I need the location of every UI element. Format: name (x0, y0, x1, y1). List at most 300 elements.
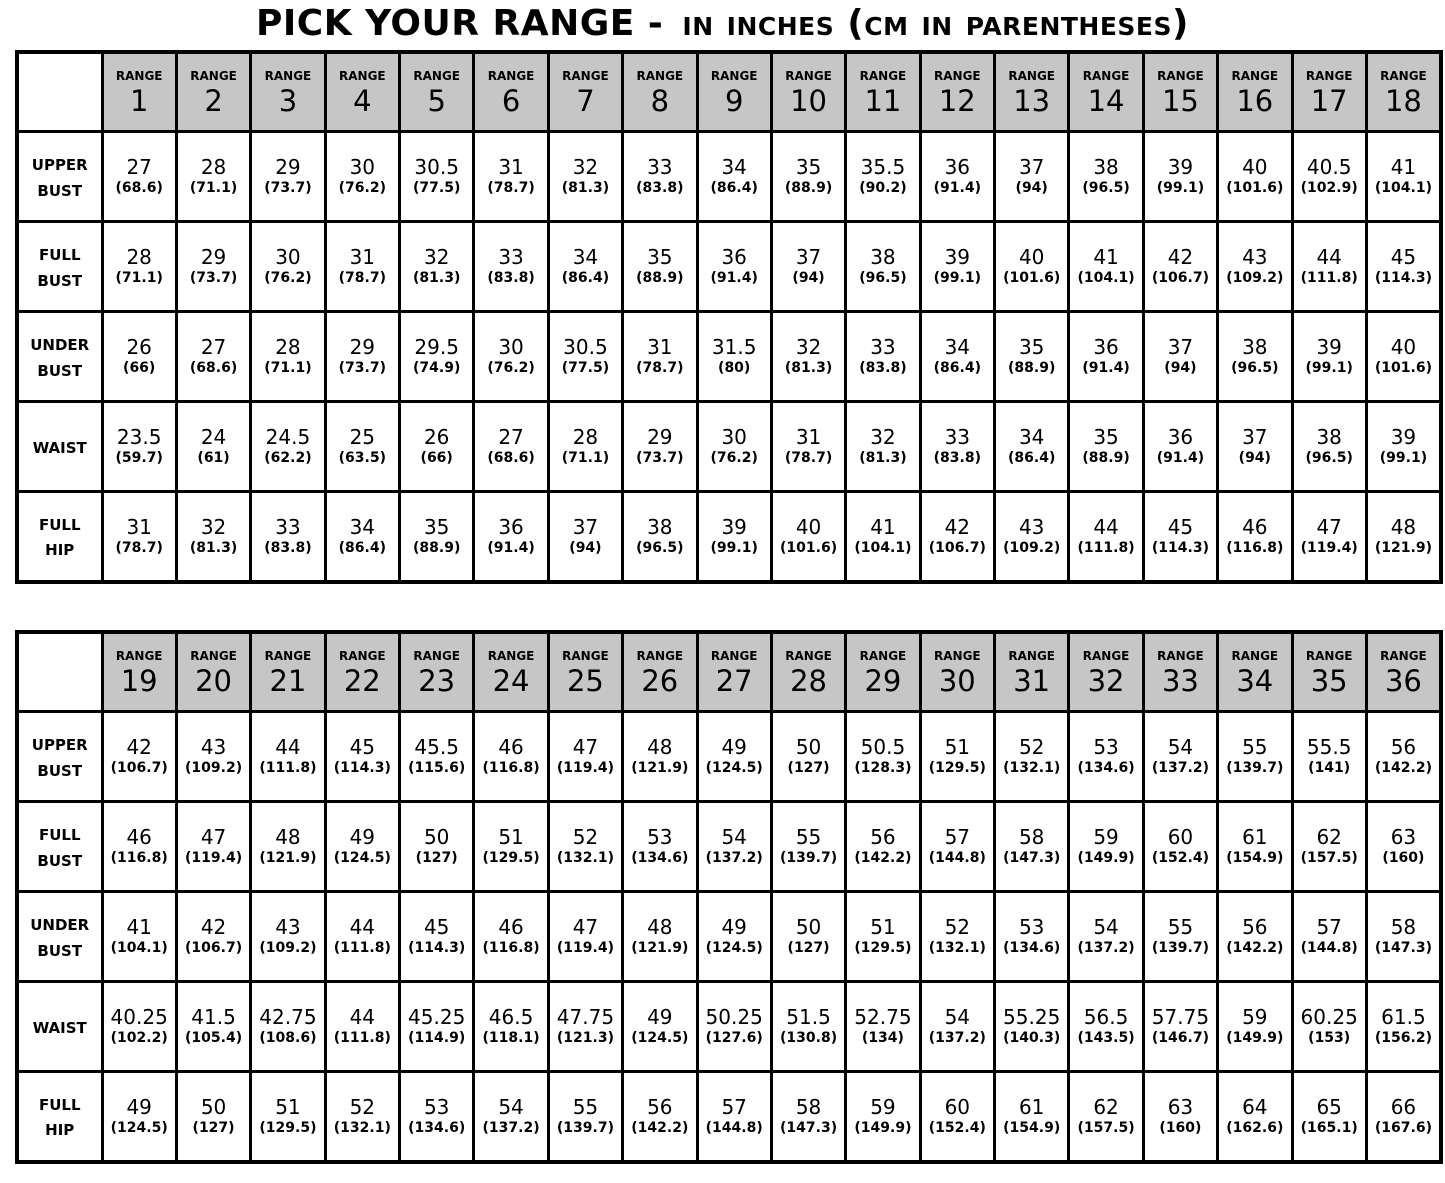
inches-value: 62 (1093, 1095, 1119, 1120)
inches-value: 39 (944, 245, 971, 270)
range-word: range (1008, 644, 1055, 665)
range-header-26 (623, 632, 697, 712)
inches-value: 53 (423, 1095, 450, 1120)
inches-value: 55 (1242, 735, 1268, 760)
inches-value: 49 (126, 1095, 152, 1120)
cm-value: (101.6) (1226, 180, 1284, 197)
size-cell (846, 712, 920, 802)
cm-value: (86.4) (338, 540, 386, 557)
inches-value: 56 (1390, 735, 1417, 760)
cm-value: (140.3) (1003, 1030, 1061, 1047)
inches-value: 50 (795, 915, 822, 940)
range-word: range (636, 64, 684, 85)
row-label-line: upper (31, 731, 88, 756)
size-cell (995, 802, 1069, 892)
cm-value: (101.6) (1003, 270, 1061, 287)
inches-value: 48 (647, 735, 673, 760)
cm-value: (86.4) (1008, 450, 1056, 467)
inches-value: 31 (126, 515, 152, 540)
size-cell (474, 222, 548, 312)
inches-value: 36 (944, 155, 971, 180)
cm-value: (83.8) (264, 540, 312, 557)
inches-value: 53 (1018, 915, 1045, 940)
size-cell (1218, 802, 1292, 892)
cm-value: (114.3) (1374, 270, 1432, 287)
inches-value: 35 (1093, 425, 1119, 450)
size-cell (920, 132, 994, 222)
inches-value: 52 (572, 825, 599, 850)
inches-value: 36 (498, 515, 524, 540)
range-header-35 (1292, 632, 1366, 712)
range-number: 24 (492, 664, 530, 699)
row-label-full-hip (17, 1072, 102, 1162)
size-cell (251, 222, 325, 312)
inches-value: 49 (721, 735, 747, 760)
size-cell (1069, 492, 1143, 582)
range-word: range (190, 64, 237, 85)
size-cell (1218, 1072, 1292, 1162)
cm-value: (59.7) (115, 450, 163, 467)
row-label-upper-bust (17, 712, 102, 802)
size-cell (995, 1072, 1069, 1162)
cm-value: (156.2) (1374, 1030, 1432, 1047)
inches-value: 42 (944, 515, 971, 540)
range-word: range (710, 64, 758, 85)
inches-value: 50 (423, 825, 450, 850)
inches-value: 42.75 (259, 1005, 317, 1030)
cm-value: (78.7) (338, 270, 386, 287)
cm-value: (144.8) (705, 1120, 763, 1137)
size-cell (325, 492, 399, 582)
row-label-waist (17, 402, 102, 492)
inches-value: 50.5 (860, 735, 906, 760)
table-row (17, 982, 1441, 1072)
inches-value: 43 (200, 735, 227, 760)
range-number: 10 (790, 84, 828, 119)
cm-value: (81.3) (859, 450, 907, 467)
cm-value: (68.6) (189, 360, 238, 377)
size-cell (846, 222, 920, 312)
cm-value: (134) (861, 1030, 904, 1047)
size-cell (1366, 492, 1441, 582)
inches-value: 55 (572, 1095, 599, 1120)
inches-value: 36 (721, 245, 747, 270)
inches-value: 47 (200, 825, 227, 850)
inches-value: 36 (1093, 335, 1119, 360)
size-cell (548, 892, 622, 982)
cm-value: (71.1) (189, 180, 238, 197)
inches-value: 58 (795, 1095, 822, 1120)
size-cell (548, 1072, 622, 1162)
size-cell (697, 222, 771, 312)
inches-value: 50 (200, 1095, 227, 1120)
size-cell (400, 402, 474, 492)
cm-value: (90.2) (859, 180, 907, 197)
range-word: range (339, 64, 386, 85)
cm-value: (130.8) (780, 1030, 838, 1047)
cm-value: (152.4) (1151, 850, 1209, 867)
size-cell (1143, 712, 1217, 802)
row-label-upper-bust (17, 132, 102, 222)
inches-value: 41 (1093, 245, 1119, 270)
size-cell (251, 892, 325, 982)
row-label-line: upper (31, 151, 88, 176)
cm-value: (149.9) (854, 1120, 912, 1137)
size-cell (846, 132, 920, 222)
cm-value: (114.9) (408, 1030, 466, 1047)
cm-value: (96.5) (859, 270, 907, 287)
inches-value: 45 (423, 915, 450, 940)
table-row (17, 1072, 1441, 1162)
range-header-28 (771, 632, 845, 712)
size-cell (325, 312, 399, 402)
size-cell (1069, 222, 1143, 312)
size-cell (474, 312, 548, 402)
size-cell (920, 312, 994, 402)
cm-value: (86.4) (933, 360, 981, 377)
range-number: 25 (566, 664, 604, 699)
inches-value: 56 (870, 825, 896, 850)
row-label-line: under (30, 911, 90, 936)
inches-value: 37 (1167, 335, 1194, 360)
cm-value: (71.1) (115, 270, 163, 287)
row-label-line: bust (37, 846, 83, 871)
cm-value: (119.4) (556, 940, 614, 957)
range-word: range (264, 644, 312, 665)
size-cell (400, 982, 474, 1072)
size-cell (102, 892, 176, 982)
row-label-under-bust (17, 312, 102, 402)
range-header-12 (920, 52, 994, 132)
cm-value: (91.4) (1082, 360, 1130, 377)
size-cell (846, 312, 920, 402)
inches-value: 35 (795, 155, 822, 180)
cm-value: (114.3) (1151, 540, 1209, 557)
cm-value: (99.1) (1379, 450, 1428, 467)
row-label-full-bust (17, 222, 102, 312)
cm-value: (142.2) (631, 1120, 689, 1137)
cm-value: (119.4) (1300, 540, 1358, 557)
cm-value: (73.7) (189, 270, 238, 287)
range-number: 27 (715, 664, 753, 699)
row-label-line: waist (32, 1014, 87, 1038)
cm-value: (160) (1159, 1120, 1202, 1137)
size-cell (176, 402, 250, 492)
size-cell (1069, 802, 1143, 892)
inches-value: 37 (1242, 425, 1268, 450)
cm-value: (106.7) (1151, 270, 1209, 287)
inches-value: 65 (1316, 1095, 1342, 1120)
cm-value: (121.3) (556, 1030, 614, 1047)
range-header-36 (1366, 632, 1441, 712)
range-word: range (1008, 64, 1055, 85)
range-number: 14 (1087, 84, 1125, 119)
cm-value: (76.2) (710, 450, 758, 467)
cm-value: (94) (1015, 180, 1048, 197)
inches-value: 27 (200, 335, 227, 360)
range-header-10 (771, 52, 845, 132)
cm-value: (66) (420, 450, 453, 467)
range-word: range (115, 64, 163, 85)
inches-value: 61 (1242, 825, 1268, 850)
range-word: range (1305, 64, 1353, 85)
range-number: 8 (650, 84, 670, 119)
size-cell (623, 492, 697, 582)
range-word: range (934, 644, 981, 665)
inches-value: 50.25 (705, 1005, 763, 1030)
cm-value: (137.2) (1151, 760, 1209, 777)
size-cell (995, 132, 1069, 222)
row-label-line: bust (37, 936, 83, 961)
inches-value: 47 (1316, 515, 1342, 540)
size-cell (1218, 492, 1292, 582)
size-cell (325, 802, 399, 892)
cm-value: (88.9) (636, 270, 684, 287)
cm-value: (121.9) (259, 850, 317, 867)
row-label-line: hip (45, 536, 75, 561)
inches-value: 39 (721, 515, 747, 540)
inches-value: 28 (275, 335, 301, 360)
cm-value: (146.7) (1151, 1030, 1209, 1047)
range-word: range (115, 644, 163, 665)
range-number: 6 (501, 84, 521, 119)
range-header-20 (176, 632, 250, 712)
range-header-34 (1218, 632, 1292, 712)
size-cell (920, 892, 994, 982)
cm-value: (115.6) (408, 760, 466, 777)
inches-value: 59 (870, 1095, 896, 1120)
row-label-full-hip (17, 492, 102, 582)
inches-value: 43 (1242, 245, 1268, 270)
table-row (17, 892, 1441, 982)
cm-value: (137.2) (928, 1030, 986, 1047)
cm-value: (73.7) (264, 180, 312, 197)
inches-value: 51 (498, 825, 524, 850)
size-cell (697, 892, 771, 982)
range-number: 20 (195, 664, 233, 699)
inches-value: 51 (944, 735, 971, 760)
cm-value: (139.7) (1151, 940, 1209, 957)
cm-value: (127) (787, 760, 830, 777)
size-cell (846, 892, 920, 982)
size-cell (623, 1072, 697, 1162)
range-number: 11 (864, 84, 902, 119)
size-cell (325, 712, 399, 802)
inches-value: 48 (647, 915, 673, 940)
cm-value: (157.5) (1300, 850, 1358, 867)
cm-value: (111.8) (1077, 540, 1135, 557)
cm-value: (162.6) (1226, 1120, 1284, 1137)
inches-value: 33 (275, 515, 301, 540)
range-header-23 (400, 632, 474, 712)
inches-value: 36 (1167, 425, 1194, 450)
inches-value: 45.25 (408, 1005, 466, 1030)
table-row (17, 132, 1441, 222)
size-cell (1292, 312, 1366, 402)
size-cell (995, 312, 1069, 402)
cm-value: (80) (718, 360, 751, 377)
range-header-27 (697, 632, 771, 712)
cm-value: (88.9) (1082, 450, 1130, 467)
size-cell (697, 712, 771, 802)
cm-value: (129.5) (259, 1120, 317, 1137)
cm-value: (94) (1164, 360, 1197, 377)
cm-value: (132.1) (333, 1120, 391, 1137)
inches-value: 34 (572, 245, 599, 270)
inches-value: 37 (795, 245, 822, 270)
inches-value: 51.5 (786, 1005, 831, 1030)
cm-value: (116.8) (482, 940, 540, 957)
row-label-line: full (38, 1091, 81, 1116)
cm-value: (116.8) (482, 760, 540, 777)
cm-value: (77.5) (413, 180, 461, 197)
cm-value: (81.3) (561, 180, 610, 197)
size-cell (474, 1072, 548, 1162)
page-title (0, 4, 1445, 44)
cm-value: (94) (1238, 450, 1271, 467)
size-cell (325, 222, 399, 312)
cm-value: (147.3) (780, 1120, 838, 1137)
size-cell (623, 402, 697, 492)
inches-value: 27 (126, 155, 152, 180)
inches-value: 32 (200, 515, 227, 540)
cm-value: (144.8) (928, 850, 986, 867)
cm-value: (134.6) (631, 850, 689, 867)
inches-value: 42 (200, 915, 227, 940)
row-label-under-bust (17, 892, 102, 982)
inches-value: 30 (275, 245, 301, 270)
size-cell (1069, 132, 1143, 222)
size-cell (548, 222, 622, 312)
size-cell (1366, 712, 1441, 802)
inches-value: 30 (498, 335, 524, 360)
inches-value: 30 (349, 155, 376, 180)
corner-cell (17, 52, 102, 132)
size-cell (474, 492, 548, 582)
cm-value: (81.3) (413, 270, 461, 287)
cm-value: (127) (787, 940, 830, 957)
row-label-waist (17, 982, 102, 1072)
size-cell (176, 492, 250, 582)
inches-value: 63 (1167, 1095, 1194, 1120)
range-number: 19 (120, 664, 158, 699)
cm-value: (124.5) (333, 850, 391, 867)
cm-value: (121.9) (631, 760, 689, 777)
inches-value: 45 (1167, 515, 1194, 540)
cm-value: (129.5) (854, 940, 912, 957)
cm-value: (142.2) (854, 850, 912, 867)
table-row (17, 712, 1441, 802)
range-word: range (339, 644, 386, 665)
size-cell (400, 1072, 474, 1162)
inches-value: 41 (1390, 155, 1417, 180)
size-cell (697, 312, 771, 402)
cm-value: (127) (192, 1120, 235, 1137)
size-cell (771, 712, 845, 802)
size-cell (846, 1072, 920, 1162)
range-number: 5 (427, 84, 446, 119)
inches-value: 27 (498, 425, 524, 450)
range-word: range (636, 644, 684, 665)
size-cell (400, 712, 474, 802)
size-cell (846, 982, 920, 1072)
range-number: 3 (278, 84, 298, 119)
size-cell (176, 982, 250, 1072)
size-cell (1069, 892, 1143, 982)
table-row (17, 492, 1441, 582)
cm-value: (106.7) (185, 940, 243, 957)
cm-value: (83.8) (636, 180, 684, 197)
size-cell (1218, 982, 1292, 1072)
size-cell (995, 712, 1069, 802)
range-header-19 (102, 632, 176, 712)
inches-value: 54 (944, 1005, 971, 1030)
cm-value: (144.8) (1300, 940, 1358, 957)
inches-value: 30.5 (563, 335, 608, 360)
cm-value: (137.2) (482, 1120, 540, 1137)
inches-value: 43 (275, 915, 301, 940)
inches-value: 32 (423, 245, 450, 270)
size-cell (548, 492, 622, 582)
size-cell (1366, 802, 1441, 892)
range-word: range (487, 64, 535, 85)
size-cell (697, 132, 771, 222)
cm-value: (104.1) (110, 940, 168, 957)
cm-value: (128.3) (854, 760, 912, 777)
size-cell (548, 802, 622, 892)
cm-value: (94) (792, 270, 825, 287)
size-cell (1292, 802, 1366, 892)
inches-value: 53 (1093, 735, 1119, 760)
row-label-line: waist (32, 434, 87, 458)
inches-value: 41 (126, 915, 152, 940)
size-cell (995, 892, 1069, 982)
cm-value: (76.2) (338, 180, 386, 197)
range-header-17 (1292, 52, 1366, 132)
cm-value: (134.6) (408, 1120, 466, 1137)
cm-value: (78.7) (784, 450, 833, 467)
inches-value: 31.5 (711, 335, 757, 360)
cm-value: (77.5) (561, 360, 610, 377)
inches-value: 52 (349, 1095, 376, 1120)
size-cell (1366, 312, 1441, 402)
size-cell (623, 132, 697, 222)
size-cell (325, 892, 399, 982)
size-cell (548, 402, 622, 492)
size-cell (1218, 222, 1292, 312)
range-header-9 (697, 52, 771, 132)
range-number: 2 (204, 84, 223, 119)
inches-value: 38 (647, 515, 673, 540)
size-cell (920, 712, 994, 802)
inches-value: 46 (498, 735, 524, 760)
size-cell (400, 492, 474, 582)
size-cell (1143, 402, 1217, 492)
cm-value: (139.7) (556, 1120, 614, 1137)
cm-value: (68.6) (487, 450, 535, 467)
cm-value: (118.1) (482, 1030, 540, 1047)
size-cell (1069, 712, 1143, 802)
inches-value: 29 (647, 425, 673, 450)
inches-value: 46 (126, 825, 152, 850)
range-number: 9 (724, 84, 744, 119)
inches-value: 44 (275, 735, 301, 760)
inches-value: 31 (795, 425, 822, 450)
size-cell (251, 802, 325, 892)
inches-value: 34 (721, 155, 747, 180)
cm-value: (68.6) (115, 180, 163, 197)
inches-value: 25 (349, 425, 376, 450)
